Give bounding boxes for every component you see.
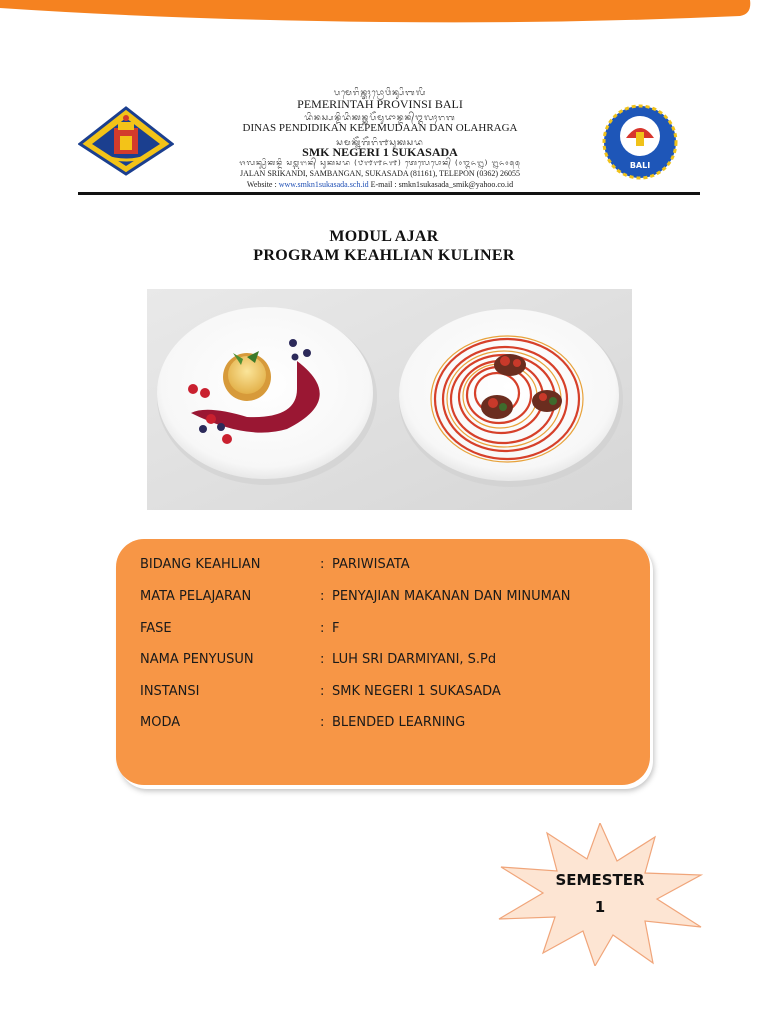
- module-title: MODUL AJAR: [329, 228, 439, 245]
- school-address: JALAN SRIKANDI, SAMBANGAN, SUKASADA (81161), TELEPON (0362) 26055: [239, 169, 520, 178]
- info-row-instansi: [140, 684, 640, 704]
- info-row-fase: [140, 621, 640, 641]
- info-value: F: [332, 621, 340, 636]
- info-colon: :: [320, 621, 325, 636]
- info-colon: :: [320, 715, 325, 730]
- website-link[interactable]: www.smkn1sukasada.sch.id: [278, 180, 369, 189]
- school-name: SMK NEGERI 1 SUKASADA: [302, 145, 458, 159]
- email-prefix: E-mail :: [368, 180, 399, 189]
- info-row-bidang-keahlian: [140, 557, 640, 577]
- bali-province-emblem-icon: [78, 106, 174, 176]
- info-row-moda: [140, 715, 640, 735]
- website-prefix: Website :: [246, 180, 279, 189]
- seal-bali-label: BALI: [629, 161, 651, 170]
- letterhead-divider: [78, 192, 700, 195]
- info-value: SMK NEGERI 1 SUKASADA: [332, 684, 501, 699]
- province-name: PEMERINTAH PROVINSI BALI: [297, 97, 463, 111]
- balinese-script-line-3: ᬲᬫᬓ᭄ᬦᭂᬕᭂᬭᬶ᭑ᬲᬸᬓᬲᬤ: [336, 138, 424, 147]
- info-value: BLENDED LEARNING: [332, 715, 466, 730]
- semester-number: 1: [594, 898, 606, 916]
- info-colon: :: [320, 589, 325, 604]
- top-orange-band: [0, 0, 768, 30]
- plated-dishes-image: [147, 289, 632, 510]
- semester-label: SEMESTER: [555, 871, 645, 889]
- school-contact: [180, 180, 580, 189]
- balinese-script-line-2: ᬤᬶᬦᬲ᭄ᬧᬦ᭄ᬤᬶᬤᬶᬓᬦ᭄ᬓᬧᭂᬫᬸᬤᬵᬦ᭄ᬤᬦ᭄ᬑᬮᬄᬭᬕ: [304, 113, 456, 122]
- info-value: PARIWISATA: [332, 557, 410, 572]
- info-colon: :: [320, 652, 325, 667]
- info-value: LUH SRI DARMIYANI, S.Pd: [332, 652, 497, 667]
- info-value: PENYAJIAN MAKANAN DAN MINUMAN: [332, 589, 571, 604]
- info-label: BIDANG KEAHLIAN: [140, 557, 261, 572]
- info-label: INSTANSI: [140, 684, 200, 699]
- balinese-script-line-1: ᬧᬫᬾᬭᬶᬦ᭄ᬢᬄᬧ᭄ᬭᭀᬯᬶᬦ᭄ᬲᬶᬩᬮᬶ: [333, 88, 427, 97]
- info-label: NAMA PENYUSUN: [140, 652, 254, 667]
- info-label: MATA PELAJARAN: [140, 589, 252, 604]
- email-address: smkn1sukasada_smik@yahoo.co.id: [398, 180, 514, 189]
- info-label: FASE: [140, 621, 172, 636]
- info-row-mata-pelajaran: [140, 589, 640, 609]
- bali-education-seal-icon: [592, 104, 688, 180]
- balinese-script-line-4: ᬚᬮᬦ᭄ᬲ᭄ᬭᬶᬓᬦ᭄ᬤᬶ ᬲᬫ᭄ᬩᬗᬦ᭄ ᬲᬸᬓᬲᬤ (᭘᭑᭑᭖᭑) ᬢᬾᬮᬾᬧᭀᬦ᭄ (᭐᭓᭖᭒) ᭒᭖᭐᭕᭕: [239, 159, 521, 167]
- info-colon: :: [320, 557, 325, 572]
- program-title: PROGRAM KEAHLIAN KULINER: [253, 247, 515, 264]
- semester-starburst-icon: [495, 823, 705, 966]
- department-name: DINAS PENDIDIKAN KEPEMUDAAN DAN OLAHRAGA: [242, 122, 518, 134]
- info-label: MODA: [140, 715, 181, 730]
- info-row-nama-penyusun: [140, 652, 640, 672]
- info-colon: :: [320, 684, 325, 699]
